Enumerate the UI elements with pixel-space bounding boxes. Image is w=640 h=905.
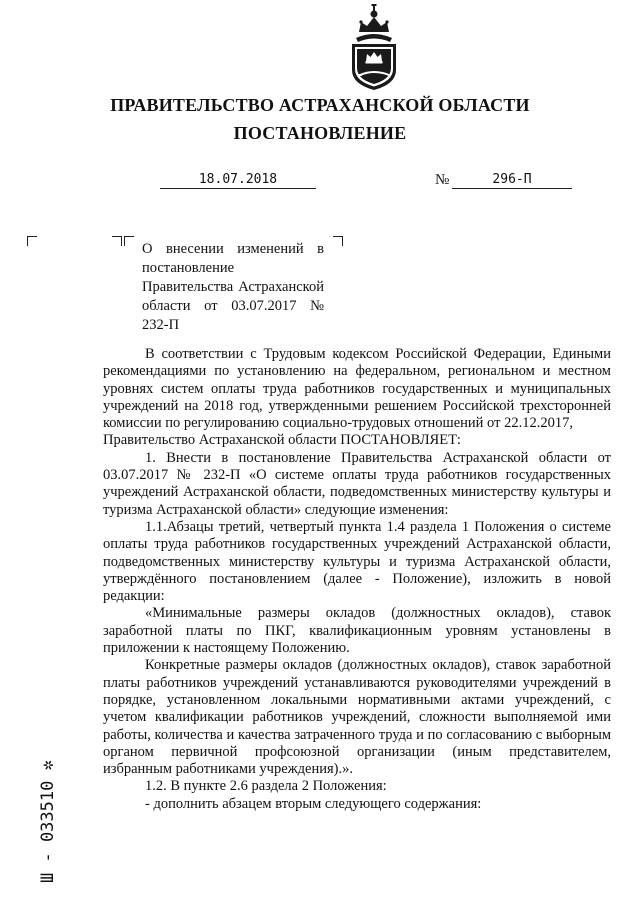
paragraph-preamble: В соответствии с Трудовым кодексом Российской Федерации, Едиными рекомендациями по установлению на федеральном, региональном и местном уровнях систем оплаты труда работников государственных и муниципальных учреждений на 2018 год, утвержденными решением Российской трехсторонней комиссии по регулированию социально-трудовых отношений от 22.12.2017, [103, 346, 611, 432]
document-body [103, 346, 611, 813]
document-title: О внесении изменений в постановление Правительства Астраханской области от 03.07.2017 № 232-П [142, 241, 324, 333]
corner-mark-title-left [124, 236, 134, 246]
corner-mark-title-inner [112, 236, 122, 246]
corner-mark-top-left [27, 236, 37, 246]
document-date: 18.07.2018 [160, 172, 316, 189]
coat-of-arms-icon [347, 4, 401, 92]
paragraph-item-1-2: 1.2. В пункте 2.6 раздела 2 Положения: [145, 778, 387, 795]
government-heading: ПРАВИТЕЛЬСТВО АСТРАХАНСКОЙ ОБЛАСТИ [110, 95, 530, 115]
registration-stamp: Ш - 033510 ✲ [38, 760, 58, 883]
document-number: 296-П [452, 172, 572, 189]
paragraph-item-1: 1. Внести в постановление Правительства Астраханской области от 03.07.2017 № 232-П «О системе оплаты труда работников государственных учреждений Астраханской области, подведомственных министерству культуры и туризма Астраханской области» следующие изменения: [103, 449, 611, 518]
paragraph-quote-1: «Минимальные размеры окладов (должностных окладов), ставок заработной платы по ПКГ, квалификационным уровням установлены в приложении к настоящему Положению. [103, 605, 611, 657]
document-type-heading: ПОСТАНОВЛЕНИЕ [233, 123, 407, 143]
paragraph-item-1-1: 1.1.Абзацы третий, четвертый пункта 1.4 раздела 1 Положения о системе оплаты труда работников государственных учреждений Астраханской области, подведомственных министерству культуры и туризма Астраханской области, утверждённого постановлением (далее - Положение), изложить в новой редакции: [103, 518, 611, 605]
paragraph-supplement: - дополнить абзацем вторым следующего содержания: [145, 795, 482, 812]
corner-mark-title-right [333, 236, 343, 246]
paragraph-resolves: Правительство Астраханской области ПОСТАНОВЛЯЕТ: [103, 432, 461, 449]
number-sign: № [435, 172, 450, 188]
paragraph-quote-2: Конкретные размеры окладов (должностных окладов), ставок заработной платы работников учреждений устанавливаются руководителями учреждений в порядке, установленном локальными нормативными актами учреждений, с учетом квалификации работников учреждений, сложности выполняемой ими работы, количества и качества затраченного труда и по согласованию с выборным органом первичной профсоюзной организации (иным представителем, избранным работниками учреждения).». [103, 657, 611, 778]
